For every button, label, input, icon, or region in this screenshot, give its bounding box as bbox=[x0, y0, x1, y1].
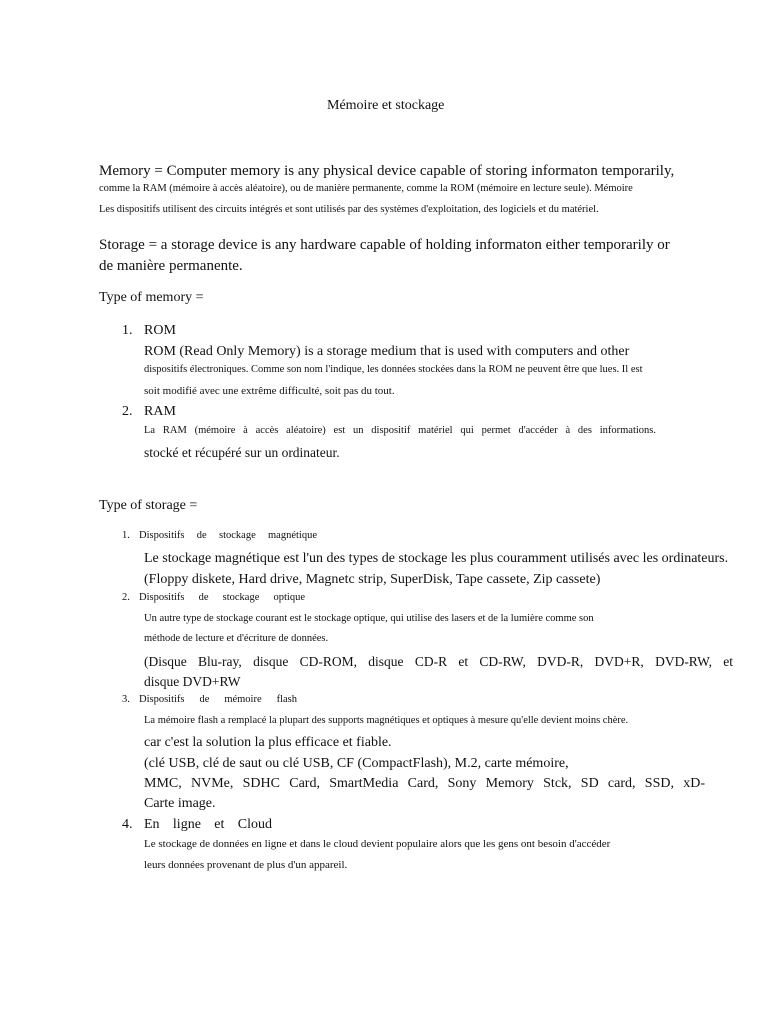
ram-description-line: La RAM (mémoire à accès aléatoire) est un dispositif matériel qui permet d'accéder à des informations. bbox=[144, 425, 656, 436]
magnetic-description-line: (Floppy diskete, Hard drive, Magnetc strip, SuperDisk, Tape cassete, Zip cassete) bbox=[144, 572, 601, 587]
flash-description-line: Carte image. bbox=[144, 796, 216, 811]
storage-item-title-cloud: En ligne et Cloud bbox=[144, 817, 272, 832]
optical-description-line: disque DVD+RW bbox=[144, 674, 241, 689]
memory-item-number: 1. bbox=[122, 323, 133, 338]
memory-definition-line-3: Les dispositifs utilisent des circuits intégrés et sont utilisés par des systèmes d'exploitation, des logiciels et du matériel. bbox=[99, 204, 599, 215]
optical-description-line: (Disque Blu-ray, disque CD-ROM, disque CD-R et CD-RW, DVD-R, DVD+R, DVD-RW, et bbox=[144, 654, 733, 669]
optical-description-line: Un autre type de stockage courant est le stockage optique, qui utilise des lasers et de la lumière comme son bbox=[144, 613, 594, 624]
ram-description-line: stocké et récupéré sur un ordinateur. bbox=[144, 445, 340, 460]
memory-item-title-ram: RAM bbox=[144, 404, 176, 419]
rom-description-line: dispositifs électroniques. Comme son nom l'indique, les données stockées dans la ROM ne peuvent être que lues. Il est bbox=[144, 364, 643, 375]
memory-definition-line-1: Memory = Computer memory is any physical device capable of storing informaton temporarily, bbox=[99, 163, 675, 179]
memory-item-title-rom: ROM bbox=[144, 323, 176, 338]
page-title: Mémoire et stockage bbox=[327, 98, 445, 113]
memory-item-number: 2. bbox=[122, 404, 133, 419]
type-of-storage-heading: Type of storage = bbox=[99, 498, 198, 513]
cloud-description-line: Le stockage de données en ligne et dans le cloud devient populaire alors que les gens ont besoin d'accéder bbox=[144, 838, 611, 850]
storage-item-number: 2. bbox=[122, 592, 130, 603]
storage-definition-line-1: Storage = a storage device is any hardware capable of holding informaton either temporarily or bbox=[99, 237, 670, 253]
flash-description-line: (clé USB, clé de saut ou clé USB, CF (CompactFlash), M.2, carte mémoire, bbox=[144, 756, 569, 771]
storage-item-title-optical: Dispositifs de stockage optique bbox=[139, 592, 305, 603]
storage-item-title-flash: Dispositifs de mémoire flash bbox=[139, 694, 297, 705]
flash-description-line: MMC, NVMe, SDHC Card, SmartMedia Card, Sony Memory Stck, SD card, SSD, xD- bbox=[144, 776, 705, 791]
storage-item-number: 1. bbox=[122, 530, 130, 541]
flash-description-line: La mémoire flash a remplacé la plupart des supports magnétiques et optiques à mesure qu'elle devient moins chère. bbox=[144, 715, 629, 726]
memory-definition-line-2: comme la RAM (mémoire à accès aléatoire), ou de manière permanente, comme la ROM (mémoire en lecture seule). Mémoire bbox=[99, 183, 633, 194]
magnetic-description-line: Le stockage magnétique est l'un des types de stockage les plus couramment utilisés avec les ordinateurs. bbox=[144, 551, 729, 566]
storage-item-number: 3. bbox=[122, 694, 130, 705]
cloud-description-line: leurs données provenant de plus d'un appareil. bbox=[144, 859, 348, 871]
flash-description-line: car c'est la solution la plus efficace et fiable. bbox=[144, 735, 392, 750]
rom-description-line: soit modifié avec une extrême difficulté, soit pas du tout. bbox=[144, 385, 395, 397]
optical-description-line: méthode de lecture et d'écriture de données. bbox=[144, 633, 329, 644]
type-of-memory-heading: Type of memory = bbox=[99, 290, 204, 305]
storage-definition-line-2: de manière permanente. bbox=[99, 258, 243, 274]
storage-item-number: 4. bbox=[122, 817, 133, 832]
storage-item-title-magnetic: Dispositifs de stockage magnétique bbox=[139, 530, 317, 541]
rom-description-line: ROM (Read Only Memory) is a storage medium that is used with computers and other bbox=[144, 344, 630, 359]
